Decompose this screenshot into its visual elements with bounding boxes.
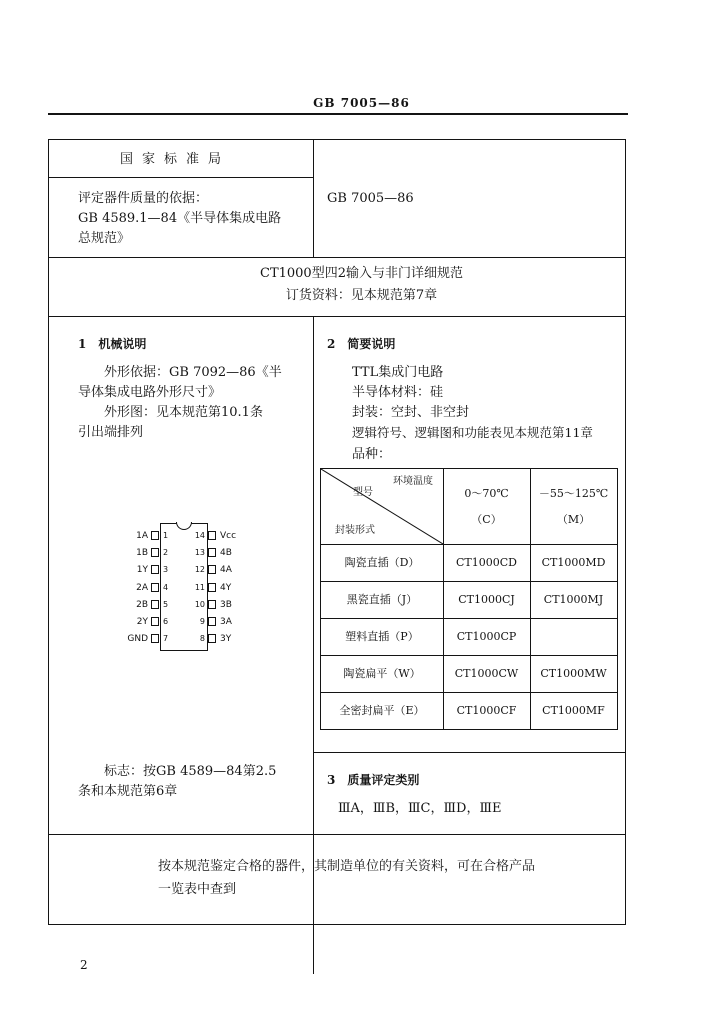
pin-box xyxy=(151,565,159,574)
variant-table xyxy=(320,468,618,730)
quality-classes: ⅢA，ⅢB，ⅢC，ⅢD，ⅢE xyxy=(338,801,502,816)
pin-label: Vcc xyxy=(220,531,237,541)
mech-line-1: 外形依据：GB 7092—86《半 xyxy=(104,365,282,380)
pin-number: 12 xyxy=(194,565,205,575)
pin-label: 2B xyxy=(136,599,148,610)
military-model-cell: CT1000MD xyxy=(541,556,606,569)
mech-line-4: 引出端排列 xyxy=(78,425,144,440)
bureau-divider xyxy=(49,177,313,178)
pin-number: 9 xyxy=(199,617,205,626)
basis-line-1: 评定器件质量的依据： xyxy=(78,191,209,206)
standard-number: GB 7005—86 xyxy=(327,191,414,206)
mech-line-2: 导体集成电路外形尺寸》 xyxy=(78,385,222,400)
title-bottom-divider xyxy=(49,316,625,317)
table-row-divider xyxy=(321,618,617,619)
pin-box xyxy=(151,617,159,626)
header-code: GB 7005—86 xyxy=(313,96,410,110)
pin-box xyxy=(151,548,159,557)
pin-label: 4Y xyxy=(220,582,232,593)
pin-box xyxy=(208,600,216,609)
basis-line-2: GB 4589.1—84《半导体集成电路 xyxy=(78,211,282,226)
marking-line-1: 标志：按GB 4589—84第2.5 xyxy=(104,764,277,779)
footer-note-line-2: 一览表中查到 xyxy=(158,882,237,897)
package-cell: 黑瓷直插（J） xyxy=(346,593,418,606)
pin-box xyxy=(151,583,159,592)
military-model-cell: CT1000MF xyxy=(542,704,605,717)
pin-label: 3Y xyxy=(220,634,232,645)
brief-line-2: 半导体材料：硅 xyxy=(352,385,444,400)
table-row-divider xyxy=(321,692,617,693)
pin-number: 14 xyxy=(194,531,205,540)
pin-number: 7 xyxy=(163,634,169,644)
commercial-model-cell: CT1000CP xyxy=(456,630,517,643)
header-rule xyxy=(48,113,628,115)
page-number: 2 xyxy=(80,958,88,972)
pin-number: 4 xyxy=(163,582,169,592)
pin-label: 3B xyxy=(220,599,232,610)
mech-heading: 1 机械说明 xyxy=(78,337,147,351)
pin-number: 1 xyxy=(163,531,169,540)
package-cell: 陶瓷直插（D） xyxy=(344,556,420,569)
pin-label: 2A xyxy=(136,582,148,593)
pin-label: 3A xyxy=(220,617,232,627)
quality-heading: 3 质量评定类别 xyxy=(327,773,420,787)
pin-box xyxy=(151,600,159,609)
header-package: 封装形式 xyxy=(335,525,375,536)
brief-line-5: 品种： xyxy=(352,447,392,462)
military-model-cell: CT1000MJ xyxy=(543,593,604,606)
pin-box xyxy=(208,634,216,643)
brief-line-3: 封装：空封、非空封 xyxy=(352,405,470,420)
table-row-divider xyxy=(321,544,617,545)
bureau-name: 国家标准局 xyxy=(120,152,231,167)
quality-divider xyxy=(313,752,625,753)
brief-line-1: TTL集成门电路 xyxy=(352,365,444,380)
military-model-cell: CT1000MW xyxy=(540,667,607,680)
pin-label: 1A xyxy=(136,531,148,541)
commercial-model-cell: CT1000CD xyxy=(456,556,517,569)
pin-number: 3 xyxy=(163,565,169,575)
pin-label: 1Y xyxy=(136,565,148,576)
mid-col-divider xyxy=(313,316,314,974)
pin-box xyxy=(208,565,216,574)
table-row-divider xyxy=(321,581,617,582)
pin-label: 2Y xyxy=(136,617,148,627)
pin-number: 5 xyxy=(163,599,169,609)
pin-box xyxy=(208,548,216,557)
order-info: 订货资料：见本规范第7章 xyxy=(285,288,438,303)
col1-range: 0～70℃ xyxy=(464,487,509,500)
pin-number: 8 xyxy=(199,634,205,644)
spec-title: CT1000型四2输入与非门详细规范 xyxy=(260,266,463,281)
pin-label: 1B xyxy=(136,548,148,559)
top-col-divider xyxy=(313,140,314,257)
pin-number: 2 xyxy=(163,548,169,558)
header-temp: 环境温度 xyxy=(393,476,433,487)
brief-line-4: 逻辑符号、逻辑图和功能表见本规范第11章 xyxy=(352,425,593,440)
commercial-model-cell: CT1000CW xyxy=(454,667,519,680)
pin-number: 11 xyxy=(194,582,205,592)
marking-line-2: 条和本规范第6章 xyxy=(78,784,178,799)
commercial-model-cell: CT1000CJ xyxy=(458,593,515,606)
pin-box xyxy=(208,617,216,626)
commercial-model-cell: CT1000CF xyxy=(456,704,517,717)
pin-box xyxy=(208,531,216,540)
table-row-divider xyxy=(321,655,617,656)
pin-number: 10 xyxy=(194,599,205,609)
footer-note-line-1: 按本规范鉴定合格的器件，其制造单位的有关资料，可在合格产品 xyxy=(158,859,536,874)
pin-box xyxy=(151,531,159,540)
header-model: 型号 xyxy=(353,487,373,498)
pin-label: GND xyxy=(127,634,148,645)
package-cell: 陶瓷扁平（W） xyxy=(343,667,421,680)
col2-code: （M） xyxy=(556,513,591,526)
mech-line-3: 外形图：见本规范第10.1条 xyxy=(104,405,263,420)
pin-number: 13 xyxy=(194,548,205,558)
pin-label: 4A xyxy=(220,565,232,576)
col2-range: －55～125℃ xyxy=(538,487,609,500)
pin-box xyxy=(208,583,216,592)
pin-number: 6 xyxy=(163,617,169,626)
footer-divider xyxy=(49,834,625,835)
title-top-divider xyxy=(49,257,625,258)
col1-code: （C） xyxy=(471,513,502,526)
package-cell: 全密封扁平（E） xyxy=(339,704,425,717)
basis-line-3: 总规范》 xyxy=(78,231,131,246)
pin-box xyxy=(151,634,159,643)
package-cell: 塑料直插（P） xyxy=(345,630,419,643)
pin-label: 4B xyxy=(220,548,232,559)
brief-heading: 2 简要说明 xyxy=(327,337,396,351)
